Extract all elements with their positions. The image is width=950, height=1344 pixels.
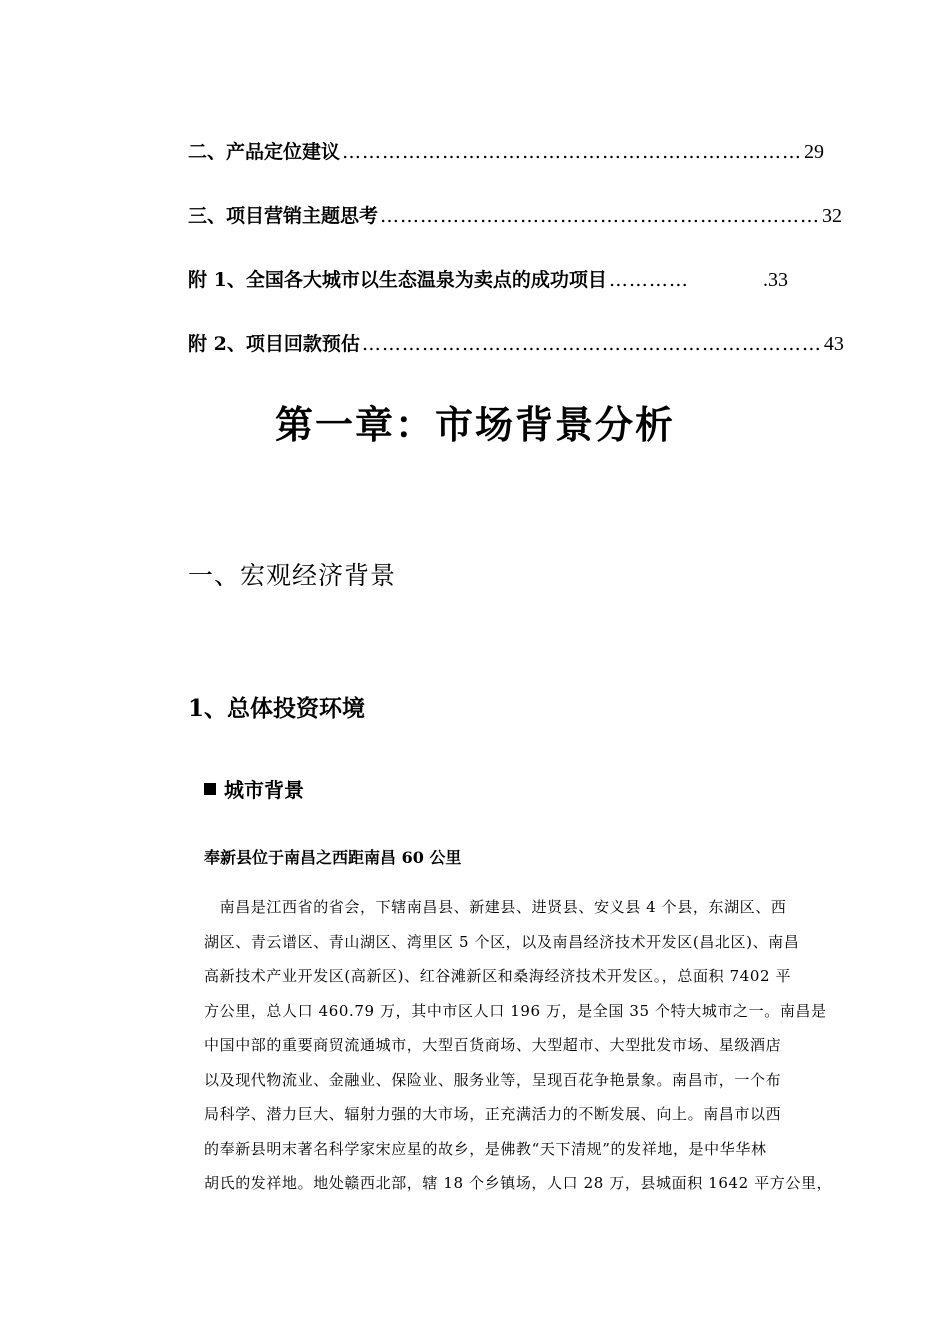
toc-entry-title: 三、项目营销主题思考 — [188, 205, 379, 227]
paragraph-line: 中国中部的重要商贸流通城市，大型百货商场、大型超市、大型批发市场、星级酒店 — [204, 1036, 782, 1054]
paragraph-line: 局科学、潜力巨大、辐射力强的大市场，正充满活力的不断发展、向上。南昌市以西 — [204, 1105, 782, 1123]
toc-entry-title: 附 1、全国各大城市以生态温泉为卖点的成功项目 — [188, 269, 607, 291]
toc-entry-product-positioning[interactable] — [188, 137, 825, 167]
block-heading-label: 城市背景 — [224, 778, 304, 802]
toc-leader-dots: ………… — [608, 269, 689, 291]
chapter-title: 第一章：市场背景分析 — [274, 402, 675, 447]
toc-page-number: 32 — [822, 205, 843, 227]
toc-leader-dots: ………………………………………………………… — [380, 205, 821, 227]
subsection-title: 1、总体投资环境 — [188, 695, 366, 722]
paragraph-line: 方公里，总人口 460.79 万，其中市区人口 196 万，是全国 35 个特大城市之一。南昌是 — [204, 1001, 827, 1020]
body-paragraph — [204, 890, 836, 1201]
black-square-bullet-icon — [204, 783, 216, 795]
paragraph-line: 湖区、青云谱区、青山湖区、湾里区 5 个区，以及南昌经济技术开发区(昌北区)、南昌 — [204, 932, 800, 951]
paragraph-line: 南昌是江西省的省会，下辖南昌县、新建县、进贤县、安义县 4 个县，东湖区、西 — [204, 898, 787, 916]
toc-page-number: .33 — [763, 269, 788, 291]
paragraph-line: 的奉新县明末著名科学家宋应星的故乡，是佛教“天下清规”的发祥地，是中华华林 — [204, 1139, 767, 1158]
section-title: 一、宏观经济背景 — [188, 561, 397, 590]
paragraph-line: 以及现代物流业、金融业、保险业、服务业等，呈现百花争艳景象。南昌市，一个布 — [204, 1070, 782, 1089]
toc-page-number: 29 — [804, 141, 825, 163]
block-heading — [204, 774, 304, 803]
toc-leader-dots: …………………………………………………………… — [361, 333, 822, 355]
toc-page-number: 43 — [823, 333, 844, 355]
lead-line: 奉新县位于南昌之西距南昌 60 公里 — [204, 848, 462, 867]
toc-leader-dots: …………………………………………………………… — [342, 141, 803, 163]
toc-entry-appendix-1[interactable] — [188, 265, 788, 295]
toc-entry-appendix-2[interactable] — [188, 329, 844, 359]
toc-entry-title: 二、产品定位建议 — [188, 141, 341, 163]
paragraph-line: 胡氏的发祥地。地处赣西北部，辖 18 个乡镇场，人口 28 万，县城面积 1642 平方公里， — [204, 1174, 833, 1192]
toc-entry-title: 附 2、项目回款预估 — [188, 333, 360, 355]
toc-entry-marketing-theme[interactable] — [188, 201, 843, 231]
paragraph-line: 高新技术产业开发区(高新区)、红谷滩新区和桑海经济技术开发区。，总面积 7402 平 — [204, 967, 792, 985]
